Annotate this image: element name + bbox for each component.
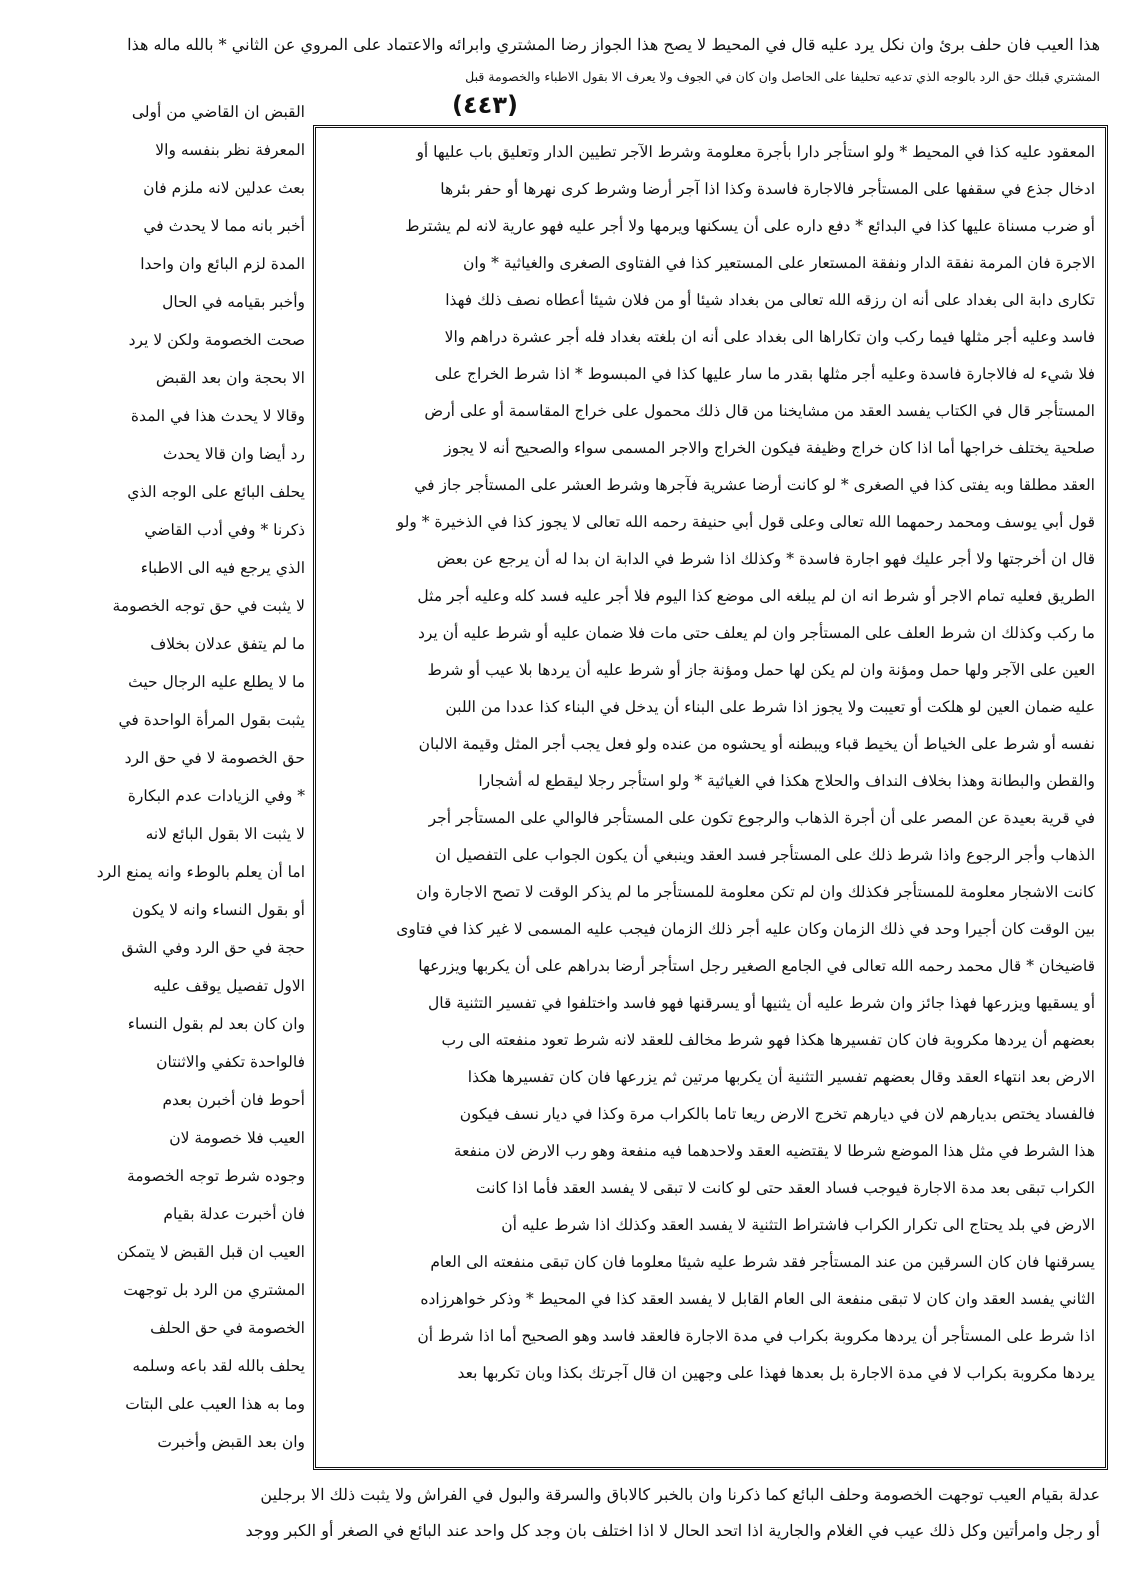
side-text-line: الذي يرجع فيه الى الاطباء xyxy=(140,559,305,577)
main-text-line: فلا شيء له فالاجارة فاسدة وعليه أجر مثلها بقدر ما سار عليها كذا في المبسوط * اذا شرط الخراج على xyxy=(434,365,1095,383)
side-text-line: وان بعد القبض وأخبرت xyxy=(157,1433,305,1451)
main-text-line: العقد مطلقا وبه يفتى كذا في الصغرى * لو كانت أرضا عشرية فآجرها وشرط العشر على المستأجر جاز في xyxy=(414,476,1095,494)
main-text-line: الثاني يفسد العقد وان كان لا تبقى منفعة الى العام القابل لا يفسد العقد كذا في المحيط * وذكر خواهرزاده xyxy=(420,1290,1095,1308)
side-text-line: فان أخبرت عدلة بقيام xyxy=(163,1205,305,1223)
main-text-line: المعقود عليه كذا في المحيط * ولو استأجر دارا بأجرة معلومة وشرط الآجر تطيين الدار وتعليق باب عليها أو xyxy=(416,143,1095,161)
main-text-line: يسرقنها فان كان السرقين من عند المستأجر فقد شرط عليه شيئا معلوما فان كان تبقى منفعته الى العام xyxy=(430,1253,1095,1271)
side-text-line: أخبر بانه مما لا يحدث في xyxy=(143,217,305,235)
side-text-line: أحوط فان أخبرن بعدم xyxy=(162,1091,305,1109)
side-text-line: الا بحجة وان بعد القبض xyxy=(155,369,305,387)
side-text-line: المشتري من الرد بل توجهت xyxy=(123,1281,305,1299)
side-text-line: لا يثبت في حق توجه الخصومة xyxy=(112,597,305,615)
side-text-line: اما أن يعلم بالوطء وانه يمنع الرد xyxy=(96,863,305,881)
side-text-line: الخصومة في حق الحلف xyxy=(150,1319,305,1337)
main-text-line: الارض في بلد يحتاج الى تكرار الكراب فاشتراط التثنية لا يفسد العقد وكذلك اذا شرط عليه أن xyxy=(501,1216,1095,1234)
main-text-line: أو ضرب مسناة عليها كذا في البدائع * دفع داره على أن يسكنها ويرمها ولا أجر عليه فهو عارية لانه لم يشترط xyxy=(405,217,1095,235)
main-text-line: قول أبي يوسف ومحمد رحمهما الله تعالى وعلى قول أبي حنيفة رحمه الله تعالى لا يجوز كذا في الذخيرة * ولو xyxy=(396,513,1095,531)
side-text-line: حجة في حق الرد وفي الشق xyxy=(121,939,305,957)
main-text-line: عليه ضمان العين لو هلكت أو تعيبت ولا يجوز اذا شرط على البناء أن يدخل في البناء كذا عددا من اللبن xyxy=(445,698,1095,716)
main-text-line: قال ان أخرجتها ولا أجر عليك فهو اجارة فاسدة * وكذلك اذا شرط في الدابة ان بدا له أن يرجع عن بعض xyxy=(436,550,1095,568)
main-text-line: نفسه أو شرط على الخياط أن يخيط قباء ويبطنه أو يحشوه من عنده ولو فعل يجب أجر المثل وقيمة الالبان xyxy=(418,735,1095,753)
side-text-line: بعث عدلين لانه ملزم فان xyxy=(143,179,305,197)
main-text-line: والقطن والبطانة وهذا بخلاف النداف والحلاج هكذا في الغياثية * ولو استأجر رجلا ليقطع له أشجارا xyxy=(478,772,1095,790)
side-text-line: لا يثبت الا بقول البائع لانه xyxy=(145,825,305,843)
side-text-line: صحت الخصومة ولكن لا يرد xyxy=(128,331,305,349)
side-text-line: فالواحدة تكفي والاثنتان xyxy=(156,1053,305,1071)
side-text-line: وجوده شرط توجه الخصومة xyxy=(126,1167,305,1185)
side-text-line: وان كان بعد لم بقول النساء xyxy=(127,1015,305,1033)
main-text-line: المستأجر قال في الكتاب يفسد العقد من مشايخنا من قال ذلك محمول على خراج المقاسمة أو على أرض xyxy=(424,402,1095,420)
main-text-line: فاسد وعليه أجر مثلها فيما ركب وان تكاراها الى بغداد على أنه ان بلغته بغداد فله أجر عشرة دراهم والا xyxy=(444,328,1095,346)
side-text-line: يحلف البائع على الوجه الذي xyxy=(127,483,305,501)
main-text-line: يردها مكروبة بكراب لا في مدة الاجارة بل بعدها فهذا على وجهين ان قال آجرتك بكذا وبان تكربها بعد xyxy=(457,1364,1095,1382)
side-text-line: رد أيضا وان قالا يحدث xyxy=(162,445,305,463)
side-text-line: وقالا لا يحدث هذا في المدة xyxy=(130,407,305,425)
side-text-line: ما لم يتفق عدلان بخلاف xyxy=(150,635,305,653)
side-text-line: وما به هذا العيب على البتات xyxy=(125,1395,305,1413)
main-text-line: الاجرة فان المرمة نفقة الدار ونفقة المستعار على المستعير كذا في الفتاوى الصغرى والغياثية * وان xyxy=(463,254,1095,272)
side-text-line: المدة لزم البائع وان واحدا xyxy=(140,255,305,273)
footer-line: عدلة بقيام العيب توجهت الخصومة وحلف البائع كما ذكرنا وان بالخبر كالاباق والسرقة والبول في الفراش ولا يثبت ذلك الا برجلين xyxy=(260,1485,1100,1504)
main-text-line: اذا شرط على المستأجر أن يردها مكروبة بكراب في مدة الاجارة فالعقد فاسد وهو الصحيح أما اذا شرط أن xyxy=(417,1327,1095,1345)
footer-line: أو رجل وامرأتين وكل ذلك عيب في الغلام والجارية اذا اتحد الحال لا اذا اختلف بان وجد كل واحد عند البائع في الصغر أو الكبر ووجد xyxy=(245,1521,1100,1540)
side-text-line: القبض ان القاضي من أولى xyxy=(131,103,305,121)
side-text-line: يحلف بالله لقد باعه وسلمه xyxy=(132,1357,305,1375)
main-text-line: ادخال جذع في سقفها على المستأجر فالاجارة فاسدة وكذا اذا آجر أرضا وشرط كرى نهرها أو حفر بئرها xyxy=(440,180,1095,198)
side-text-line: ذكرنا * وفي أدب القاضي xyxy=(144,521,305,539)
main-text-line: كانت الاشجار معلومة للمستأجر فكذلك وان لم تكن معلومة للمستأجر ما لم يذكر الوقت لا تصح الاجارة وان xyxy=(416,883,1095,901)
main-text-line: صلحية يختلف خراجها أما اذا كان خراج وظيفة فيكون الخراج والاجر المسمى سواء والصحيح أنه لا يجوز xyxy=(444,439,1095,457)
main-text-line: ما ركب وكذلك ان شرط العلف على المستأجر وان لم يعلف حتى مات فلا ضمان عليه أو شرط عليه أن يرد xyxy=(417,624,1095,642)
main-text-line: العين على الآجر ولها حمل ومؤنة وان لم يكن لها حمل ومؤنة جاز أو شرط عليه أن يردها بلا عيب أو شرط xyxy=(427,661,1095,679)
main-text-line: تكارى دابة الى بغداد على أنه ان رزقه الله تعالى من بغداد شيئا أو من فلان شيئا أعطاه نصف ذلك فهذا xyxy=(445,291,1095,309)
main-text-line: في قرية بعيدة عن المصر على أن أجرة الذهاب والرجوع تكون على المستأجر فالوالي على المستأجر أجر xyxy=(428,809,1095,827)
side-text-line: يثبت بقول المرأة الواحدة في xyxy=(118,711,305,729)
side-text-line: أو بقول النساء وانه لا يكون xyxy=(132,901,305,919)
page-number: (٤٤٣) xyxy=(452,91,518,119)
side-text-line: العيب فلا خصومة لان xyxy=(169,1129,305,1147)
header-line: المشتري قبلك حق الرد بالوجه الذي تدعيه تحليفا على الحاصل وان كان في الجوف ولا يعرف الا بقول الاطباء والخصومة قبل xyxy=(465,69,1100,84)
main-text-line: الارض بعد انتهاء العقد وقال بعضهم تفسير التثنية أن يكربها مرتين ثم يزرعها فان كان تفسيرها هكذا xyxy=(467,1068,1095,1086)
side-text-line: ما لا يطلع عليه الرجال حيث xyxy=(128,673,305,691)
main-text-line: بعضهم أن يردها مكروبة فان كان تفسيرها هكذا فهو شرط مخالف للعقد لانه شرط تعود منفعته الى رب xyxy=(441,1031,1095,1049)
main-text-line: الذهاب وأجر الرجوع واذا شرط ذلك على المستأجر فسد العقد وينبغي أن يكون الجواب على التفصيل ان xyxy=(435,846,1095,864)
main-text-line: الطريق فعليه تمام الاجر أو شرط انه ان لم يبلغه الى موضع كذا اليوم فلا أجر عليه فسد كله وعليه أجر مثل xyxy=(417,587,1095,605)
side-text-line: * وفي الزيادات عدم البكارة xyxy=(127,787,305,805)
header-line: هذا العيب فان حلف برئ وان نكل يرد عليه قال في المحيط لا يصح هذا الجواز رضا المشتري وابرائه والاعتماد على المروي عن الثاني * بالله ماله هذا xyxy=(127,35,1100,54)
main-text-line: فالفساد يختص بديارهم لان في ديارهم تخرج الارض ريعا تاما بالكراب مرة وكذا في ديار نسف فيكون xyxy=(459,1105,1095,1123)
side-text-line: المعرفة نظر بنفسه والا xyxy=(155,141,305,159)
main-text-line: قاضيخان * قال محمد رحمه الله تعالى في الجامع الصغير رجل استأجر أرضا بدراهم على أن يكربها ويزرعها xyxy=(418,957,1095,975)
side-text-line: حق الخصومة لا في حق الرد xyxy=(124,749,305,767)
side-text-line: العيب ان قبل القبض لا يتمكن xyxy=(116,1243,305,1261)
main-text-line: أو يسقيها ويزرعها فهذا جائز وان شرط عليه أن يثنيها أو يسرقنها فهو فاسد واختلفوا في تفسير التثنية قال xyxy=(427,994,1095,1012)
main-text-line: الكراب تبقى بعد مدة الاجارة فيوجب فساد العقد حتى لو كانت لا تبقى لا يفسد العقد فأما اذا كانت xyxy=(475,1179,1095,1197)
side-text-line: الاول تفصيل يوقف عليه xyxy=(153,977,305,995)
main-text-line: بين الوقت كان أجيرا وحد في ذلك الزمان وكان عليه أجر ذلك الزمان فيجب عليه المسمى لا غير كذا في فتاوى xyxy=(396,920,1095,938)
main-text-line: هذا الشرط في مثل هذا الموضع شرطا لا يقتضيه العقد ولاحدهما فيه منفعة وهو رب الارض لان منفعة xyxy=(453,1142,1095,1160)
side-text-line: وأخبر بقيامه في الحال xyxy=(162,293,305,311)
